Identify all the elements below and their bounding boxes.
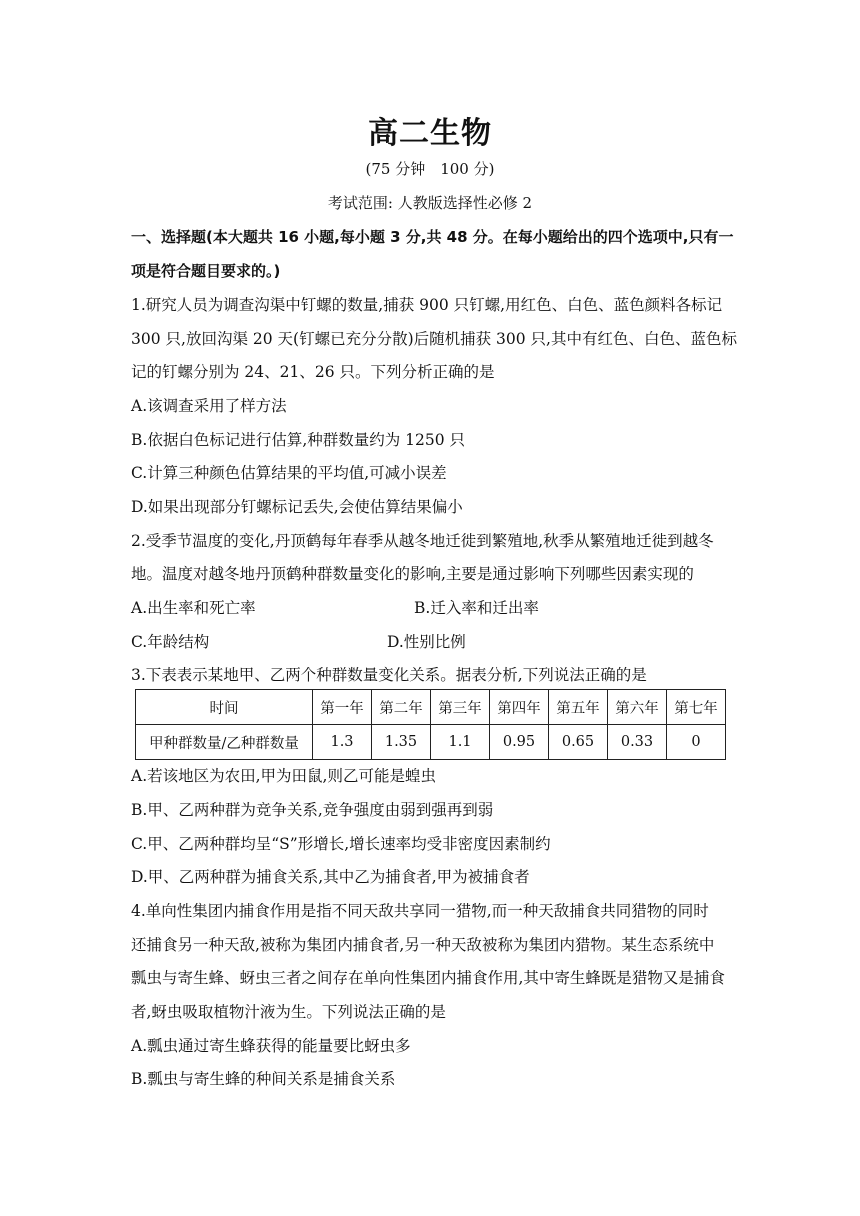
q4-stem-line-2: 还捕食另一种天敌,被称为集团内捕食者,另一种天敌被称为集团内猎物。某生态系统中 <box>131 936 715 954</box>
value-cell-year-4: 0.95 <box>490 725 549 760</box>
q4-option-a: A.瓢虫通过寄生蜂获得的能量要比蚜虫多 <box>131 1037 411 1055</box>
section-heading-line-2: 项是符合题目要求的。) <box>131 262 281 280</box>
value-cell-year-1: 1.3 <box>313 725 372 760</box>
exam-title: 高二生物 <box>368 116 492 151</box>
value-cell-year-3: 1.1 <box>431 725 490 760</box>
q1-stem-line-2: 300 只,放回沟渠 20 天(钉螺已充分分散)后随机捕获 300 只,其中有红色、白色、蓝色标 <box>131 330 737 348</box>
q1-stem-line-3: 记的钉螺分别为 24、21、26 只。下列分析正确的是 <box>131 363 495 381</box>
table-header-row <box>136 690 726 725</box>
q1-option-b: B.依据白色标记进行估算,种群数量约为 1250 只 <box>131 431 466 449</box>
q2-option-b: B.迁入率和迁出率 <box>414 599 539 617</box>
header-cell-year-2: 第二年 <box>372 690 431 725</box>
header-cell-year-7: 第七年 <box>667 690 726 725</box>
header-cell-year-6: 第六年 <box>608 690 667 725</box>
header-cell-time: 时间 <box>136 690 313 725</box>
q4-stem-line-3: 瓢虫与寄生蜂、蚜虫三者之间存在单向性集团内捕食作用,其中寄生蜂既是猎物又是捕食 <box>131 969 725 987</box>
section-heading-line-1: 一、选择题(本大题共 16 小题,每小题 3 分,共 48 分。在每小题给出的四个选项中,只有一 <box>131 228 734 246</box>
q4-stem-line-1: 4.单向性集团内捕食作用是指不同天敌共享同一猎物,而一种天敌捕食共同猎物的同时 <box>131 902 709 920</box>
q3-option-b: B.甲、乙两种群为竞争关系,竞争强度由弱到强再到弱 <box>131 801 494 819</box>
q1-option-c: C.计算三种颜色估算结果的平均值,可减小误差 <box>131 464 447 482</box>
value-cell-year-2: 1.35 <box>372 725 431 760</box>
value-cell-year-5: 0.65 <box>549 725 608 760</box>
q2-stem-line-2: 地。温度对越冬地丹顶鹤种群数量变化的影响,主要是通过影响下列哪些因素实现的 <box>131 565 694 583</box>
header-cell-year-4: 第四年 <box>490 690 549 725</box>
value-cell-year-7: 0 <box>667 725 726 760</box>
header-cell-year-1: 第一年 <box>313 690 372 725</box>
q4-stem-line-4: 者,蚜虫吸取植物汁液为生。下列说法正确的是 <box>131 1003 446 1021</box>
exam-duration-score: (75 分钟 100 分) <box>365 160 495 178</box>
exam-scope: 考试范围: 人教版选择性必修 2 <box>327 194 533 212</box>
table-row <box>136 725 726 760</box>
q1-option-a: A.该调查采用了样方法 <box>131 397 287 415</box>
q3-stem: 3.下表表示某地甲、乙两个种群数量变化关系。据表分析,下列说法正确的是 <box>131 666 647 684</box>
q2-stem-line-1: 2.受季节温度的变化,丹顶鹤每年春季从越冬地迁徙到繁殖地,秋季从繁殖地迁徙到越冬 <box>131 532 714 550</box>
q3-option-a: A.若该地区为农田,甲为田鼠,则乙可能是蝗虫 <box>131 767 436 785</box>
value-cell-year-6: 0.33 <box>608 725 667 760</box>
header-cell-year-3: 第三年 <box>431 690 490 725</box>
q1-option-d: D.如果出现部分钉螺标记丢失,会使估算结果偏小 <box>131 498 463 516</box>
header-cell-year-5: 第五年 <box>549 690 608 725</box>
q3-option-c: C.甲、乙两种群均呈“S”形增长,增长速率均受非密度因素制约 <box>131 835 551 853</box>
q2-option-d: D.性别比例 <box>387 633 466 651</box>
q3-option-d: D.甲、乙两种群为捕食关系,其中乙为捕食者,甲为被捕食者 <box>131 868 530 886</box>
q4-option-b: B.瓢虫与寄生蜂的种间关系是捕食关系 <box>131 1070 396 1088</box>
q2-option-c: C.年龄结构 <box>131 633 210 651</box>
row-label-cell: 甲种群数量/乙种群数量 <box>136 725 313 760</box>
population-ratio-table <box>135 689 726 760</box>
q1-stem-line-1: 1.研究人员为调查沟渠中钉螺的数量,捕获 900 只钉螺,用红色、白色、蓝色颜料各标记 <box>131 296 723 314</box>
q2-option-a: A.出生率和死亡率 <box>131 599 256 617</box>
